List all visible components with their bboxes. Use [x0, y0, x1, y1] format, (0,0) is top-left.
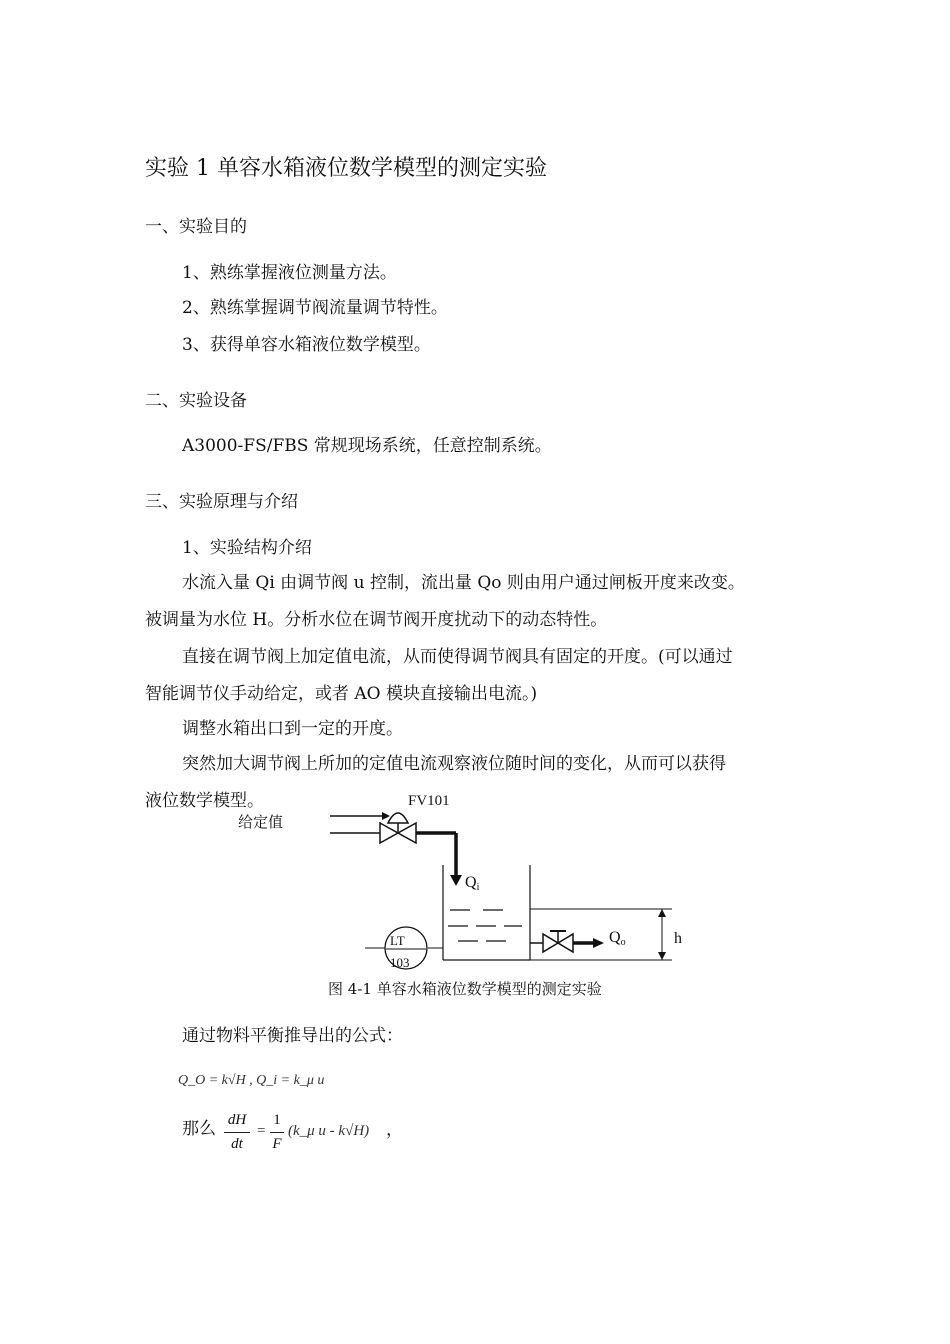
equals-sign: = [257, 1123, 266, 1139]
fraction-numerator: dH [227, 1112, 247, 1128]
paragraph-line: 被调量为水位 H。分析水位在调节阀开度扰动下的动态特性。 [145, 610, 608, 630]
qo-label: Qo [609, 929, 626, 948]
section-heading-equipment: 二、实验设备 [145, 391, 247, 411]
section-heading-purpose: 一、实验目的 [145, 217, 247, 237]
water-level-dashes [448, 910, 522, 941]
inverse-area-fraction [270, 1112, 284, 1153]
paragraph-line: 智能调节仪手动给定，或者 AO 模块直接输出电流。) [145, 684, 538, 704]
purpose-item: 3、获得单容水箱液位数学模型。 [182, 335, 431, 355]
qi-label: Qi [465, 874, 480, 893]
subheading-structure: 1、实验结构介绍 [182, 538, 312, 558]
tank-diagram [0, 785, 950, 985]
page-title: 实验 1 单容水箱液位数学模型的测定实验 [145, 156, 547, 181]
derivative-fraction [224, 1112, 250, 1153]
paragraph-line: 调整水箱出口到一定的开度。 [182, 719, 403, 739]
equipment-text: A3000-FS/FBS 常规现场系统，任意控制系统。 [182, 436, 552, 456]
setpoint-label: 给定值 [238, 813, 284, 831]
section-heading-principle: 三、实验原理与介绍 [145, 492, 298, 512]
outlet-valve-icon [543, 934, 558, 952]
paragraph-line: 突然加大调节阀上所加的定值电流观察液位随时间的变化，从而可以获得 [182, 754, 726, 774]
lt-tag: LT [390, 933, 405, 948]
control-valve-icon [380, 823, 398, 843]
purpose-item: 1、熟练掌握液位测量方法。 [182, 263, 397, 283]
lt-number: 103 [390, 955, 410, 970]
then-label: 那么 [182, 1119, 216, 1139]
figure-caption: 图 4-1 单容水箱液位数学模型的测定实验 [328, 980, 602, 998]
paragraph-line: 液位数学模型。 [145, 791, 264, 811]
height-label: h [674, 930, 682, 947]
fraction-numerator: 1 [273, 1112, 281, 1128]
trailing-comma: ， [386, 1120, 403, 1140]
paragraph-line: 水流入量 Qi 由调节阀 u 控制，流出量 Qo 则由用户通过闸板开度来改变。 [182, 573, 745, 593]
valve-tag-label: FV101 [408, 793, 450, 809]
derivation-intro: 通过物料平衡推导出的公式： [182, 1026, 403, 1046]
fraction-denominator: dt [231, 1136, 243, 1152]
fraction-denominator: F [272, 1136, 282, 1152]
formula-rhs: (k_μ u - k√H) [288, 1123, 370, 1139]
formula-outflow: Q_O = k√H , Q_i = k_μ u [178, 1073, 325, 1088]
purpose-item: 2、熟练掌握调节阀流量调节特性。 [182, 298, 448, 318]
paragraph-line: 直接在调节阀上加定值电流，从而使得调节阀具有固定的开度。(可以通过 [182, 647, 733, 667]
